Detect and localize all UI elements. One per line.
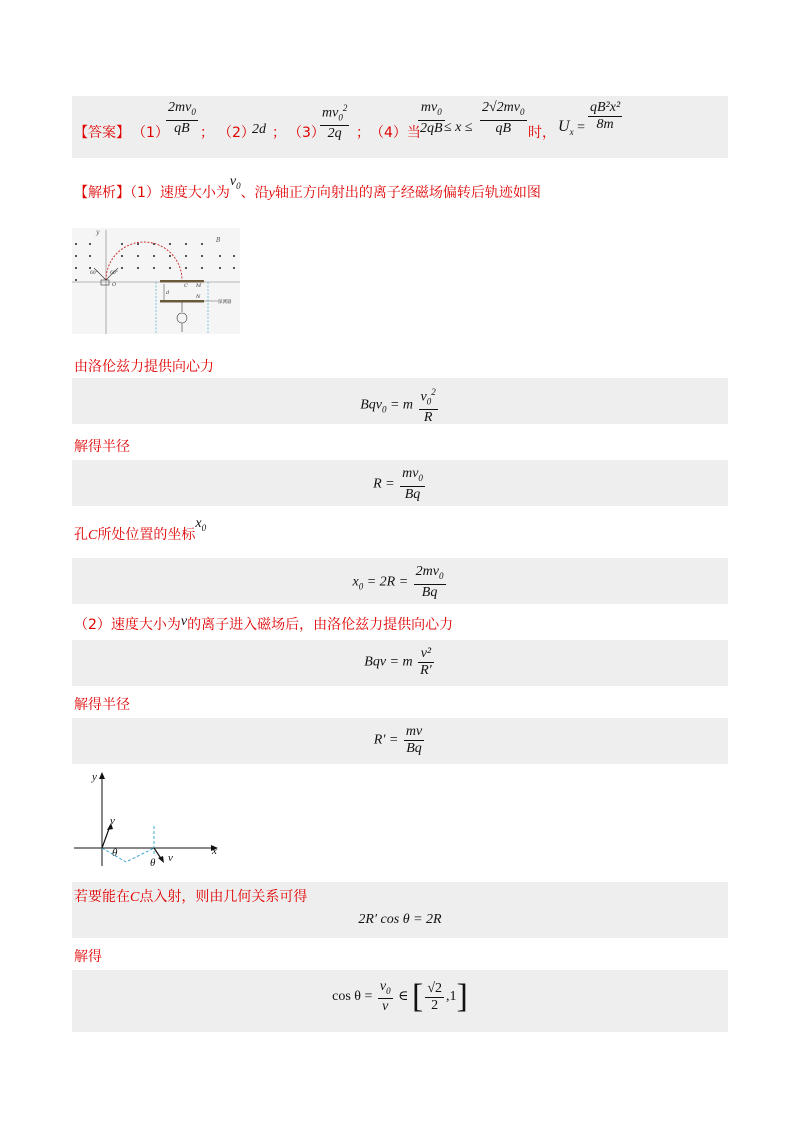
- step4-v: v: [180, 614, 188, 629]
- fig2-theta-1: θ: [112, 847, 118, 859]
- analysis-intro-b: 、沿: [240, 185, 269, 201]
- eq7-frac-den: 2: [431, 997, 439, 1013]
- frac-num: mv: [322, 105, 339, 121]
- answer-part4-u: [558, 118, 585, 137]
- eq4-num: v²: [418, 646, 434, 663]
- step-geometry: [74, 886, 307, 906]
- equation-1: Bqv$_0$ = m $\frac{v_0^2}{R}$: [72, 384, 728, 426]
- eq1-num: v: [420, 389, 427, 405]
- equation-4: [72, 646, 728, 679]
- answer-part4-fraction-a: $\frac{mv_0}{2qB}$: [420, 100, 443, 136]
- analysis-v-sub: 0: [236, 180, 241, 191]
- answer-part4-when: 时，: [528, 125, 556, 141]
- fig1-m-label: M: [196, 283, 202, 289]
- fig1-y-label: y: [96, 229, 100, 236]
- frac-den: 2qB: [420, 120, 443, 136]
- answer-sep-2: ；: [272, 125, 286, 141]
- fig1-angle-2: 60°: [110, 271, 118, 276]
- u-symbol: U: [558, 118, 570, 135]
- eq1-lhs: Bqv: [360, 397, 382, 413]
- step-hole-c: [74, 516, 207, 545]
- eq1-den: R: [423, 410, 433, 426]
- fig1-n-label: N: [196, 294, 201, 300]
- answer-part1-label: （1）: [132, 125, 169, 141]
- eq7-tail: ,1: [446, 989, 457, 1005]
- equation-3: $x_0 = 2R$ = $\frac{2mv_0}{Bq}$: [352, 564, 444, 600]
- step3-x0-sub: 0: [201, 522, 207, 533]
- eq3-num: 2mv: [415, 564, 439, 579]
- answer-part2-value: 2d: [252, 122, 266, 137]
- step-lorentz-1: 由洛伦兹力提供向心力: [74, 359, 214, 375]
- eq5-den: Bq: [406, 741, 422, 756]
- analysis-label: 【解析】: [74, 185, 130, 201]
- equation-6: 2R′ cos θ = 2R: [358, 912, 442, 927]
- fig2-velocity-1: v: [110, 815, 115, 827]
- step-radius-2: 解得半径: [74, 697, 130, 713]
- analysis-intro-a: （1）速度大小为: [130, 185, 230, 201]
- step6-text-a: 若要能在: [74, 889, 130, 905]
- step6-text-b: 点入射，则由几何关系可得: [139, 889, 308, 905]
- fig2-theta-2: θ: [150, 857, 156, 868]
- answer-part1-fraction: $\frac{2mv_0}{qB}$: [168, 100, 196, 136]
- frac-num: mv: [420, 100, 438, 115]
- step4-text-a: （2）速度大小为: [74, 617, 181, 633]
- fig2-velocity-2: v: [168, 852, 173, 864]
- step3-text-a: 孔: [74, 527, 88, 543]
- eq2-lhs: R =: [373, 476, 395, 492]
- eq7-den: v: [382, 999, 389, 1015]
- step3-c: C: [88, 528, 98, 543]
- analysis-y: y: [268, 186, 275, 201]
- analysis-intro-c: 轴正方向射出的离子经磁场偏转后轨迹如图: [274, 185, 541, 201]
- answer-part4-fraction-c: [588, 100, 622, 133]
- fig2-axis-y: y: [92, 771, 97, 783]
- eq5-lhs: R′ =: [373, 732, 399, 748]
- u-subscript: x: [569, 126, 574, 137]
- eq3-lhs: x: [352, 574, 359, 590]
- step-part2: [74, 614, 453, 634]
- fig1-d-label: d: [166, 290, 170, 296]
- eq4-den: R′: [420, 663, 432, 678]
- equation-2: R = $\frac{mv_0}{Bq}$: [373, 466, 423, 502]
- eq1-lhs-sub: 0: [381, 404, 387, 415]
- step-radius-1: 解得半径: [74, 439, 130, 455]
- step6-c: C: [130, 890, 140, 905]
- fig2-path: [102, 848, 154, 862]
- trajectory-figure: [72, 228, 240, 334]
- equation-7: cos θ = $\frac{v_0}{v}$ ∈ [ $\frac{√2}{2}$ ,1]: [332, 978, 468, 1015]
- eq2-num: mv: [402, 466, 419, 481]
- eq7-in: ∈: [398, 989, 409, 1005]
- analysis-v: v: [229, 174, 237, 189]
- eq7-lhs: cos θ =: [332, 989, 373, 1005]
- equation-5: [72, 724, 728, 757]
- analysis-heading: [74, 174, 541, 203]
- step4-text-b: 的离子进入磁场后，由洛伦兹力提供向心力: [187, 617, 454, 633]
- eq7-num: v: [379, 978, 387, 994]
- frac-num: qB²x²: [590, 100, 621, 115]
- answer-label: 【答案】: [74, 125, 130, 141]
- fig1-c-label: C: [184, 283, 188, 289]
- eq5-num: mv: [405, 724, 423, 739]
- step-solve: 解得: [74, 949, 102, 965]
- answer-part4-fraction-b: $\frac{2√2mv_0}{qB}$: [482, 100, 525, 136]
- eq2-den: Bq: [404, 486, 421, 502]
- answer-part4-label: （4）当: [370, 125, 421, 141]
- frac-den: 8m: [596, 117, 614, 132]
- frac-den: 2q: [327, 126, 342, 142]
- velocity-geometry-figure: [72, 768, 222, 868]
- answer-sep-1: ；: [200, 125, 214, 141]
- answer-part3-label: （3）: [288, 125, 325, 141]
- answer-sep-3: ；: [356, 125, 370, 141]
- step3-text-b: 所处位置的坐标: [97, 527, 196, 543]
- eq4-lhs: Bqv = m: [364, 654, 413, 670]
- frac-den: qB: [174, 120, 190, 136]
- fig1-angle-1: 60°: [90, 271, 98, 276]
- answer-part2-label: （2）: [218, 125, 255, 141]
- step3-x0: x: [195, 516, 202, 531]
- eq3-den: Bq: [421, 584, 438, 600]
- eq3-mid: = 2R =: [366, 574, 409, 590]
- answer-part3-fraction: $\frac{mv_0^2}{2q}$: [320, 100, 349, 142]
- fig1-o-label: O: [112, 282, 117, 288]
- frac-num: 2√2mv: [482, 100, 521, 115]
- fig2-axis-x: x: [212, 845, 217, 857]
- fig1-b-label: B: [216, 237, 221, 244]
- u-equals: =: [577, 120, 585, 135]
- frac-num: 2mv: [168, 100, 192, 115]
- answer-part4-inequality: ≤ x ≤: [444, 120, 473, 135]
- eq1-mid: = m: [389, 397, 414, 413]
- fig1-detector-label: 探测器: [218, 300, 232, 305]
- eq7-frac-num: √2: [427, 980, 443, 996]
- frac-den: qB: [495, 120, 512, 136]
